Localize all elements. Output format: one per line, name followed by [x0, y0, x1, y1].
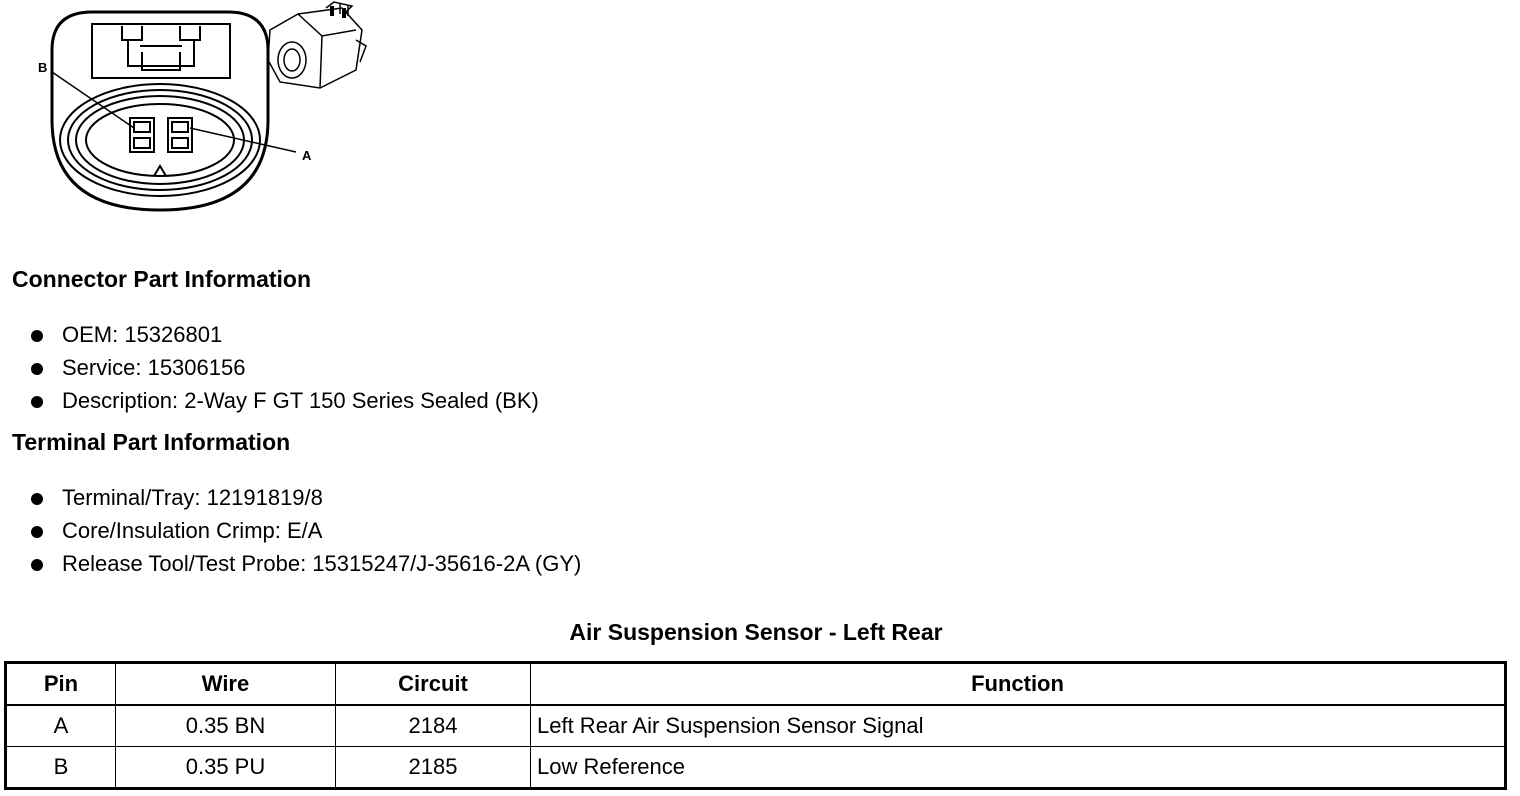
cell-wire: 0.35 BN — [116, 705, 336, 747]
cell-function: Left Rear Air Suspension Sensor Signal — [531, 705, 1506, 747]
table-row — [6, 747, 1506, 789]
connector-face-drawing — [30, 0, 380, 220]
cell-function: Low Reference — [531, 747, 1506, 789]
bullet-icon — [31, 363, 43, 375]
list-item — [28, 318, 539, 351]
list-item-text: OEM: 15326801 — [62, 322, 223, 347]
table-row — [6, 705, 1506, 747]
header-circuit: Circuit — [336, 663, 531, 706]
list-item — [28, 547, 581, 580]
list-item-text: Release Tool/Test Probe: 15315247/J-35616-2A (GY) — [62, 551, 582, 576]
list-item-text: Description: 2-Way F GT 150 Series Sealed (BK) — [62, 388, 539, 413]
header-wire: Wire — [116, 663, 336, 706]
cell-circuit: 2185 — [336, 747, 531, 789]
list-item — [28, 351, 539, 384]
terminal-info-heading: Terminal Part Information — [12, 429, 291, 455]
table-title: Air Suspension Sensor - Left Rear — [569, 619, 943, 645]
bullet-icon — [31, 330, 43, 342]
header-function: Function — [531, 663, 1506, 706]
pin-b-label: B — [38, 60, 48, 75]
list-item — [28, 481, 581, 514]
connector-info-heading: Connector Part Information — [12, 266, 312, 292]
list-item-text: Terminal/Tray: 12191819/8 — [62, 485, 323, 510]
pin-a-label: A — [302, 148, 312, 163]
list-item-text: Core/Insulation Crimp: E/A — [62, 518, 323, 543]
connector-diagram — [30, 0, 380, 220]
bullet-icon — [31, 396, 43, 408]
header-pin: Pin — [6, 663, 116, 706]
bullet-icon — [31, 526, 43, 538]
list-item-text: Service: 15306156 — [62, 355, 246, 380]
table-header-row — [6, 663, 1506, 706]
cell-circuit: 2184 — [336, 705, 531, 747]
bullet-icon — [31, 559, 43, 571]
cell-pin: A — [6, 705, 116, 747]
list-item — [28, 384, 539, 417]
connector-info-list — [28, 318, 539, 417]
bullet-icon — [31, 493, 43, 505]
cell-wire: 0.35 PU — [116, 747, 336, 789]
list-item — [28, 514, 581, 547]
terminal-info-list — [28, 481, 581, 580]
pin-table — [4, 661, 1507, 790]
cell-pin: B — [6, 747, 116, 789]
